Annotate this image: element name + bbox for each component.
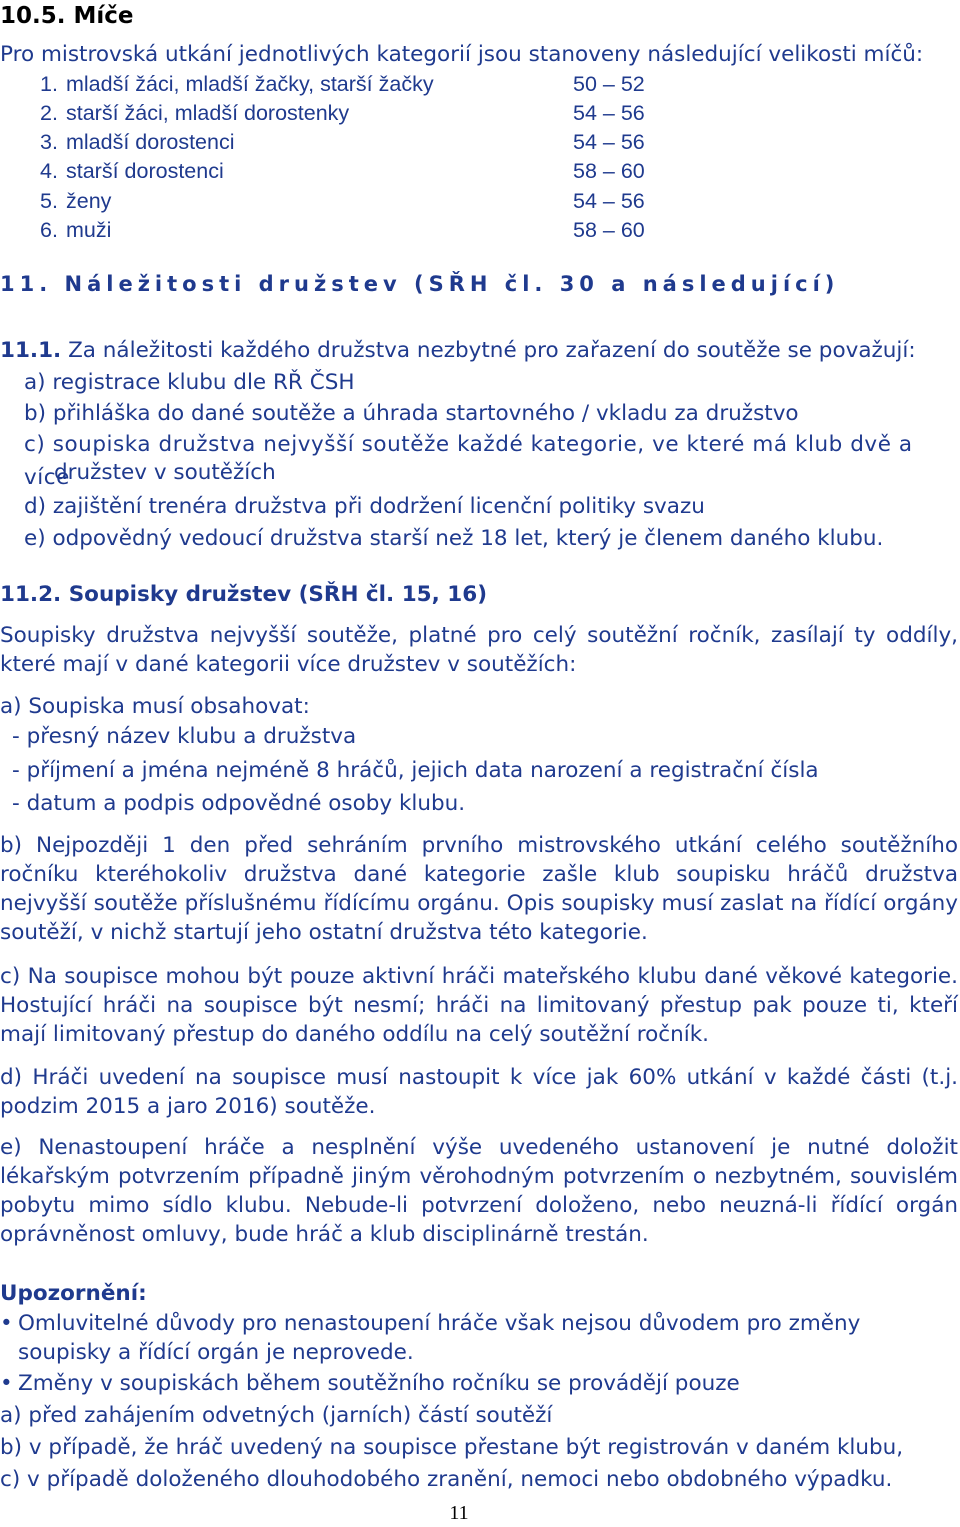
row-category: mladší dorostenci bbox=[66, 130, 235, 154]
row-size: 58 – 60 bbox=[573, 218, 645, 242]
requirement-item: d) zajištění trenéra družstva při dodržení licenční politiky svazu bbox=[24, 494, 705, 519]
section-heading-requirements: 11. Náležitosti družstev (SŘH čl. 30 a následující) bbox=[0, 272, 840, 296]
row-number: 3. bbox=[40, 130, 58, 154]
bullet-icon: • bbox=[0, 1311, 13, 1336]
row-number: 2. bbox=[40, 101, 58, 125]
ball-size-row bbox=[40, 187, 645, 216]
row-size: 54 – 56 bbox=[573, 130, 645, 154]
bullet-icon: • bbox=[0, 1371, 13, 1396]
row-size: 54 – 56 bbox=[573, 101, 645, 125]
section-heading-balls: 10.5. Míče bbox=[0, 3, 134, 29]
row-category: ženy bbox=[66, 189, 112, 213]
subsection-number: 11.1. bbox=[0, 338, 62, 363]
notice-item: b) v případě, že hráč uvedený na soupisce přestane být registrován v daném klubu, bbox=[0, 1435, 904, 1460]
roster-para-d: d) Hráči uvedení na soupisce musí nastoupit k více jak 60% utkání v každé části (t.j. podzim 2015 a jaro 2016) soutěže. bbox=[0, 1065, 958, 1119]
page-number: 11 bbox=[449, 1502, 469, 1524]
roster-para-b: b) Nejpozději 1 den před sehráním prvního mistrovského utkání celého soutěžního ročníku kteréhokoliv družstva dané kategorie zašle klub soupisku hráčů družstva nejvyšší soutěže příslušnému řídícímu orgánu. Opis soupisky musí zaslat na řídící orgány soutěží, v nichž startují jeho ostatní družstva této kategorie. bbox=[0, 833, 958, 945]
row-number: 4. bbox=[40, 159, 58, 183]
requirement-item-cont: družstev v soutěžích bbox=[54, 460, 276, 485]
roster-a-item: - příjmení a jména nejméně 8 hráčů, jejich data narození a registrační čísla bbox=[12, 758, 819, 783]
row-category: starší žáci, mladší dorostenky bbox=[66, 101, 350, 125]
notice-bullet-text: Omluvitelné důvody pro nenastoupení hráče však nejsou důvodem pro změny soupisky a řídící orgán je neprovede. bbox=[18, 1311, 861, 1365]
roster-a-item: - datum a podpis odpovědné osoby klubu. bbox=[12, 791, 466, 816]
section-heading-rosters: 11.2. Soupisky družstev (SŘH čl. 15, 16) bbox=[0, 582, 488, 607]
roster-para-e: e) Nenastoupení hráče a nesplnění výše uvedeného ustanovení je nutné doložit lékařským potvrzením případně jiným věrohodným potvrzením o nezbytném, souvislém pobytu mimo sídlo klubu. Nebude-li potvrzení doloženo, nebo neuzná-li řídící orgán oprávněnost omluvy, bude hráč a klub disciplinárně trestán. bbox=[0, 1135, 958, 1247]
row-category: muži bbox=[66, 218, 112, 242]
row-number: 6. bbox=[40, 218, 58, 242]
row-size: 58 – 60 bbox=[573, 159, 645, 183]
ball-size-row bbox=[40, 157, 645, 186]
subsection-11-1 bbox=[0, 336, 958, 365]
rosters-intro: Soupisky družstva nejvyšší soutěže, platné pro celý soutěžní ročník, zasílají ty oddíly, které mají v dané kategorii více družstev v soutěžích: bbox=[0, 623, 958, 677]
ball-size-row bbox=[40, 216, 645, 245]
notice-item: c) v případě doloženého dlouhodobého zranění, nemoci nebo obdobného výpadku. bbox=[0, 1467, 893, 1492]
requirement-item: b) přihláška do dané soutěže a úhrada startovného / vkladu za družstvo bbox=[24, 401, 799, 426]
notice-heading: Upozornění: bbox=[0, 1281, 147, 1306]
roster-a-title: a) Soupiska musí obsahovat: bbox=[0, 694, 310, 719]
requirement-item: a) registrace klubu dle RŘ ČSH bbox=[24, 370, 355, 395]
row-category: mladší žáci, mladší žačky, starší žačky bbox=[66, 72, 434, 96]
row-number: 1. bbox=[40, 72, 58, 96]
ball-size-row bbox=[40, 70, 645, 99]
notice-bullet-2: Změny v soupiskách během soutěžního ročníku se provádějí pouze bbox=[18, 1371, 740, 1396]
requirement-item: e) odpovědný vedoucí družstva starší než 18 let, který je členem daného klubu. bbox=[24, 526, 884, 551]
roster-para-c: c) Na soupisce mohou být pouze aktivní hráči mateřského klubu dané věkové kategorie. Hostující hráči na soupisce být nesmí; hráči na limitovaný přestup pak pouze ti, kteří mají limitovaný přestup do daného oddílu na celý soutěžní ročník. bbox=[0, 964, 958, 1047]
row-number: 5. bbox=[40, 189, 58, 213]
notice-bullet-1 bbox=[18, 1309, 958, 1367]
row-size: 54 – 56 bbox=[573, 189, 645, 213]
row-category: starší dorostenci bbox=[66, 159, 224, 183]
requirement-item: c) soupiska družstva nejvyšší soutěže každé kategorie, ve které má klub dvě a více bbox=[24, 432, 913, 490]
ball-size-row bbox=[40, 99, 645, 128]
notice-item: a) před zahájením odvetných (jarních) částí soutěží bbox=[0, 1403, 553, 1428]
ball-size-row bbox=[40, 128, 645, 157]
balls-intro: Pro mistrovská utkání jednotlivých kategorií jsou stanoveny následující velikosti míčů: bbox=[0, 42, 924, 67]
subsection-text: Za náležitosti každého družstva nezbytné pro zařazení do soutěže se považují: bbox=[68, 338, 916, 363]
row-size: 50 – 52 bbox=[573, 72, 645, 96]
roster-a-item: - přesný název klubu a družstva bbox=[12, 724, 357, 749]
